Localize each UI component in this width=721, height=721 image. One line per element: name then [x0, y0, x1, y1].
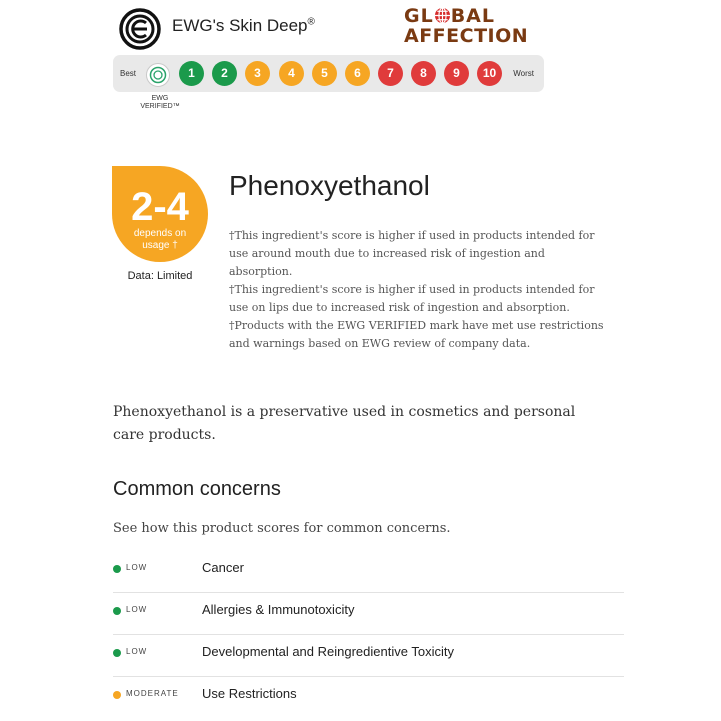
score-circle-1: 1 — [179, 61, 204, 86]
registered-mark: ® — [307, 16, 315, 28]
concern-name: Use Restrictions — [202, 686, 297, 701]
scale-best-label: Best — [120, 69, 137, 78]
score-circle-7: 7 — [378, 61, 403, 86]
data-availability: Data: Limited — [127, 270, 193, 282]
score-scale-bar — [113, 55, 544, 92]
concern-name: Cancer — [202, 560, 244, 575]
scale-worst-label: Worst — [513, 69, 534, 78]
concern-level-dot — [113, 565, 121, 573]
ewg-verified-badge — [146, 63, 170, 87]
score-note-line2: usage † — [142, 240, 178, 251]
concerns-subheading: See how this product scores for common concerns. — [113, 521, 451, 536]
concern-name: Allergies & Immunotoxicity — [202, 602, 355, 617]
concern-level: MODERATE — [126, 689, 179, 698]
score-note-line1: depends on — [133, 228, 187, 239]
score-circle-4: 4 — [279, 61, 304, 86]
concern-level-dot — [113, 649, 121, 657]
logo-line-2: AFFECTION — [404, 25, 529, 47]
score-circle-8: 8 — [411, 61, 436, 86]
concern-row-use-restrictions — [113, 676, 624, 718]
concern-row-allergies — [113, 592, 624, 635]
footnote: †This ingredient's score is higher if used in products intended for use on lips due to increased risk of ingestion and absorption. — [229, 283, 595, 314]
footnote: †Products with the EWG VERIFIED mark have met use restrictions and warnings based on EWG review of company data. — [229, 319, 604, 350]
concern-row-cancer — [113, 550, 624, 593]
ingredient-title: Phenoxyethanol — [229, 170, 430, 201]
score-circle-10: 10 — [477, 61, 502, 86]
verified-caption: EWG VERIFIED™ — [140, 95, 180, 110]
score-circle-9: 9 — [444, 61, 469, 86]
global-affection-logo — [404, 6, 544, 48]
concern-row-developmental — [113, 634, 624, 677]
logo-line-1: GL BAL — [404, 5, 495, 27]
globe-icon — [434, 7, 451, 24]
score-circle-5: 5 — [312, 61, 337, 86]
brand-text: EWG's Skin Deep — [172, 16, 308, 35]
ewg-brand-name — [172, 16, 315, 36]
concerns-heading: Common concerns — [113, 478, 281, 500]
concern-level: LOW — [126, 563, 148, 572]
concern-level: LOW — [126, 605, 148, 614]
score-footnotes — [229, 227, 609, 353]
concern-level-dot — [113, 691, 121, 699]
verified-seal-icon — [147, 64, 169, 86]
ingredient-score: 2-4 — [131, 185, 189, 229]
score-circle-2: 2 — [212, 61, 237, 86]
footnote: †This ingredient's score is higher if used in products intended for use around mouth due to increased risk of ingestion and absorption. — [229, 229, 595, 278]
concern-level: LOW — [126, 647, 148, 656]
ingredient-description: Phenoxyethanol is a preservative used in cosmetics and personal care products. — [113, 404, 576, 443]
concern-name: Developmental and Reingredientive Toxicity — [202, 644, 454, 659]
score-circle-3: 3 — [245, 61, 270, 86]
score-circle-6: 6 — [345, 61, 370, 86]
ewg-logo-icon — [119, 8, 161, 50]
concern-level-dot — [113, 607, 121, 615]
